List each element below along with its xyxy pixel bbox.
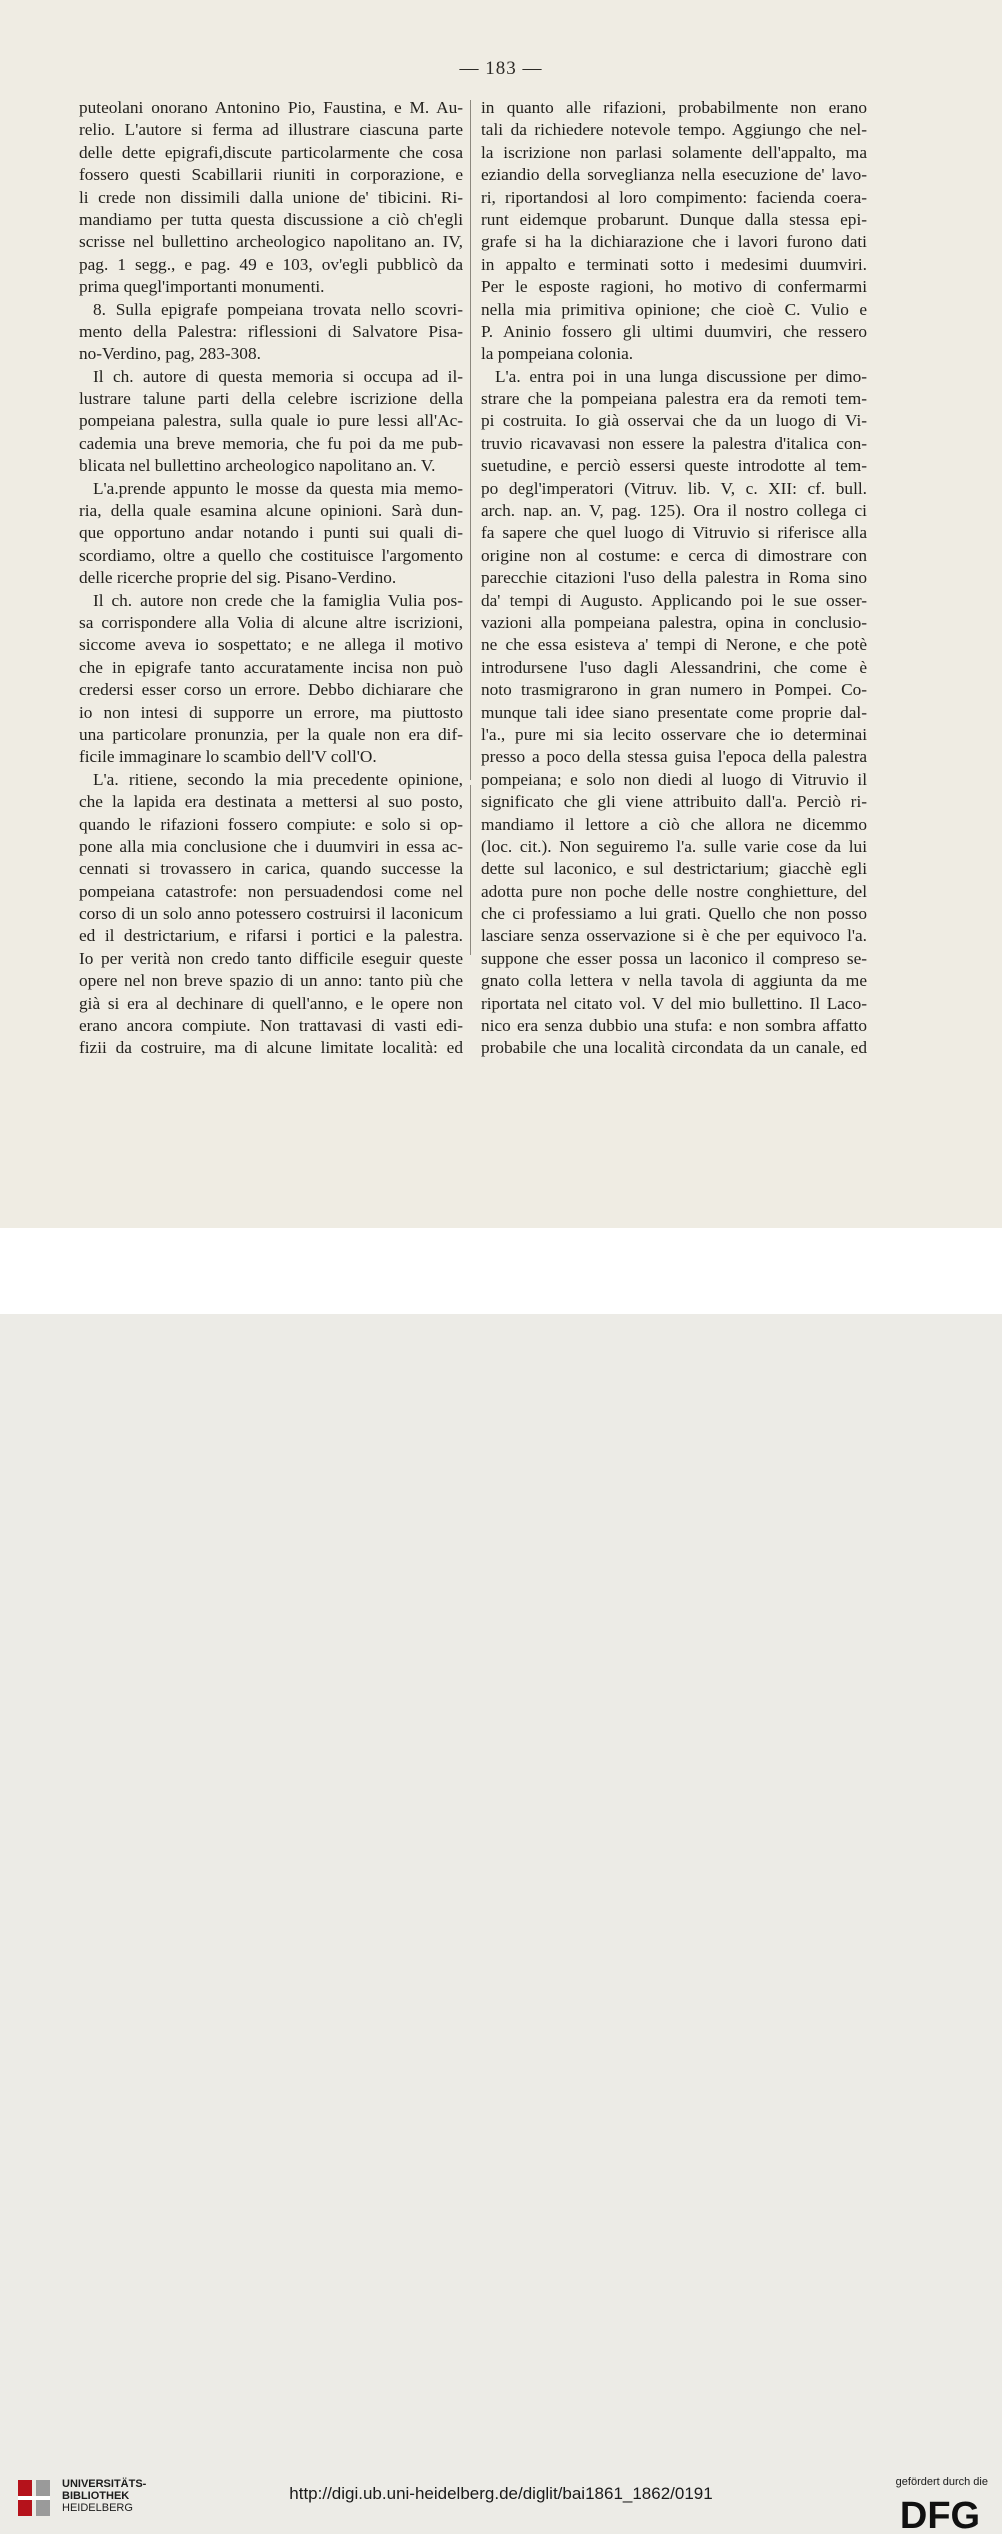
- text-line: Il ch. autore di questa memoria si occupa ad il-: [93, 366, 463, 386]
- text-line: mandiamo il lettore a ciò che allora ne dicemmo: [481, 814, 867, 834]
- text-line: arch. nap. an. V, pag. 125). Ora il nostro collega ci: [481, 501, 867, 521]
- text-line: noto trasmigrarono in gran numero in Pompei. Co-: [481, 680, 867, 700]
- text-line: fa sapere che quel luogo di Vitruvio si riferisce alla: [481, 523, 867, 543]
- text-line: prima quegl'importanti monumenti.: [79, 277, 325, 297]
- text-line: ne che essa esisteva a' tempi di Nerone, e che potè: [481, 635, 867, 655]
- text-line: nella mia primitiva opinione; che cioè C. Vulio e: [481, 299, 867, 319]
- footer-bar: [0, 1228, 1002, 2534]
- text-line: fizii da costruire, ma di alcune limitate località: ed: [79, 1038, 463, 1058]
- text-line: ria, della quale esamina alcune opinioni. Sarà dun-: [79, 501, 463, 521]
- text-line: po degl'imperatori (Vitruv. lib. V, c. XII: cf. bull.: [481, 478, 867, 498]
- text-line: opere nel non breve spazio di un anno: tanto più che: [79, 971, 463, 991]
- text-line: lasciare senza osservazione si è che per equivoco l'a.: [481, 926, 867, 946]
- text-line: ed il destrictarium, e rifarsi i portici e la palestra.: [79, 926, 463, 946]
- text-line: parecchie citazioni l'uso della palestra in Roma sino: [481, 568, 867, 588]
- text-line: puteolani onorano Antonino Pio, Faustina, e M. Au-: [79, 98, 463, 117]
- text-line: in quanto alle rifazioni, probabilmente non erano: [481, 98, 867, 117]
- text-line: probabile che una località circondata da un canale, ed: [481, 1038, 867, 1058]
- text-line: P. Aninio fossero gli ultimi duumviri, che ressero: [481, 321, 867, 341]
- right-column: [481, 97, 867, 1060]
- scanned-page: [0, 0, 1002, 1228]
- text-line: Per le esposte ragioni, ho motivo di confermarmi: [481, 277, 867, 297]
- text-line: scrisse nel bullettino archeologico napolitano an. IV,: [79, 232, 463, 252]
- text-line: gnato colla lettera v nella tavola di aggiunta da me: [481, 971, 867, 991]
- text-line: adotta pure non poche delle nostre conghietture, del: [481, 881, 867, 901]
- text-line: già si era al dechinare di quell'anno, e le opere non: [79, 993, 463, 1013]
- sponsor-label: gefördert durch die: [895, 2476, 988, 2488]
- text-line: significato che gli viene attribuito dall'a. Perciò ri-: [481, 792, 867, 812]
- text-line: siccome aveva io sospettato; e ne allega il motivo: [79, 635, 463, 655]
- text-line: presso a poco della stessa guisa l'epoca della palestra: [481, 747, 867, 767]
- text-line: tali da richiedere notevole tempo. Aggiungo che nel-: [481, 120, 867, 140]
- text-line: dette sul laconico, e sul destrictarium; giacchè egli: [481, 859, 867, 879]
- text-line: pompeiana; e solo non diedi al luogo di Vitruvio il: [481, 769, 867, 789]
- column-divider-lower: [470, 785, 471, 955]
- text-line: scordiamo, oltre a quello che costituisce l'argomento: [79, 545, 463, 565]
- text-line: che in epigrafe tanto accuratamente incisa non può: [79, 657, 463, 677]
- text-line: pi costruita. Io già osservai che da un luogo di Vi-: [481, 411, 867, 431]
- text-line: eziandio della sorveglianza nella esecuzione de' lavo-: [481, 165, 867, 185]
- text-line: nico era senza dubbio una stufa: e non sombra affatto: [481, 1016, 867, 1036]
- text-line: la pompeiana colonia.: [481, 344, 634, 364]
- text-line: Il ch. autore non crede che la famiglia Vulia pos-: [93, 590, 463, 610]
- text-line: no-Verdino, pag, 283-308.: [79, 344, 261, 364]
- dfg-logo-icon: [892, 2494, 988, 2534]
- text-line: blicata nel bullettino archeologico napolitano an. V.: [79, 456, 436, 476]
- text-line: strare che la pompeiana palestra era da remoti tem-: [481, 389, 867, 409]
- text-line: fossero questi Scabillarii riuniti in corporazione, e: [79, 165, 463, 185]
- text-line: munque tali idee siano presentate come proprie dal-: [481, 702, 867, 722]
- text-line: li crede non dissimili dalla unione de' tibicini. Ri-: [79, 187, 463, 207]
- text-line: in appalto e terminati sotto i medesimi duumviri.: [481, 254, 867, 274]
- text-line: runt eidemque probarunt. Dunque dalla stessa epi-: [481, 209, 867, 229]
- text-line: cademia una breve memoria, che fu poi da me pub-: [79, 433, 463, 453]
- text-line: L'a. entra poi in una lunga discussione per dimo-: [495, 366, 867, 386]
- text-line: credersi esser corso un errore. Debbo dichiarare che: [79, 680, 463, 700]
- text-line: 8. Sulla epigrafe pompeiana trovata nello scovri-: [93, 299, 463, 319]
- text-line: L'a.prende appunto le mosse da questa mia memo-: [93, 478, 463, 498]
- text-line: pone alla mia conclusione che i duumviri in essa ac-: [79, 836, 463, 856]
- library-name-line2: BIBLIOTHEK: [62, 2490, 130, 2502]
- text-line: che ci professiamo a lui grati. Quello che non posso: [481, 904, 867, 924]
- text-line: vazioni alla pompeiana palestra, opina in conclusio-: [481, 612, 867, 632]
- text-line: pompeiana catastrofe: non persuadendosi come nel: [79, 881, 463, 901]
- library-name-line1: UNIVERSITÄTS-: [62, 2478, 147, 2490]
- text-line: riportata nel citato vol. V del mio bullettino. Il Laco-: [481, 993, 867, 1013]
- library-name-line3: HEIDELBERG: [62, 2502, 133, 2514]
- dfg-logo-text: DFG: [899, 2495, 981, 2534]
- text-line: pag. 1 segg., e pag. 49 e 103, ov'egli pubblicò da: [79, 254, 463, 274]
- text-line: origine non al costume: e cerca di dimostrare con: [481, 545, 867, 565]
- text-line: que opportuno andar notando i punti sui quali di-: [79, 523, 463, 543]
- text-line: la iscrizione non parlasi solamente dell'appalto, ma: [481, 142, 867, 162]
- text-line: lustrare talune parti della celebre iscrizione della: [79, 389, 463, 409]
- text-line: ri, riportandosi al loro compimento: facienda coera-: [481, 187, 867, 207]
- text-line: erano ancora compiute. Non trattavasi di vasti edi-: [79, 1016, 463, 1036]
- text-line: (loc. cit.). Non seguiremo l'a. sulle varie cose da lui: [481, 836, 867, 856]
- column-divider: [470, 100, 471, 780]
- text-line: sa corrispondere alla Volia di alcune altre iscrizioni,: [79, 612, 463, 632]
- text-line: una particolare pronunzia, per la quale non era dif-: [79, 724, 463, 744]
- text-line: ficile immaginare lo scambio dell'V coll'O.: [79, 747, 377, 767]
- text-line: pompeiana palestra, sulla quale io pure lessi all'Ac-: [79, 411, 463, 431]
- text-line: l'a., pure mi sia lecito osservare che io determinai: [481, 724, 867, 744]
- text-line: truvio ricavavasi non essere la palestra d'italica con-: [481, 433, 867, 453]
- text-line: Io per verità non credo tanto difficile eseguir queste: [79, 948, 463, 968]
- text-line: corso di un solo anno potessero costruirsi il laconicum: [79, 904, 463, 924]
- text-line: suppone che esser possa un laconico il compreso se-: [481, 948, 867, 968]
- text-line: mandiamo per tutta questa discussione a ciò ch'egli: [79, 209, 463, 229]
- text-line: io non intesi di supporre un errore, ma piuttosto: [79, 702, 463, 722]
- text-line: delle ricerche proprie del sig. Pisano-Verdino.: [79, 568, 397, 588]
- text-line: da' tempi di Augusto. Applicando poi le sue osser-: [481, 590, 867, 610]
- text-line: relio. L'autore si ferma ad illustrare ciascuna parte: [79, 120, 463, 140]
- text-line: che la lapida era destinata a mettersi al suo posto,: [79, 792, 463, 812]
- text-line: L'a. ritiene, secondo la mia precedente opinione,: [93, 769, 463, 789]
- text-line: grafe si ha la dichiarazione che i lavori furono dati: [481, 232, 867, 252]
- text-line: delle dette epigrafi,discute particolarmente che cosa: [79, 142, 463, 162]
- left-column: [79, 97, 463, 1060]
- page-number: — 183 —: [459, 58, 543, 79]
- text-line: quando le rifazioni fossero compiute: e solo si op-: [79, 814, 463, 834]
- text-line: mento della Palestra: riflessioni di Salvatore Pisa-: [79, 321, 463, 341]
- text-line: introdursene l'uso dagli Alessandrini, che come è: [481, 657, 867, 677]
- text-line: cennati si trovassero in carica, quando successe la: [79, 859, 463, 879]
- document-url-link[interactable]: http://digi.ub.uni-heidelberg.de/diglit/bai1861_1862/0191: [289, 2484, 713, 2503]
- text-line: suetudine, e perciò essersi queste introdotte al tem-: [481, 456, 867, 476]
